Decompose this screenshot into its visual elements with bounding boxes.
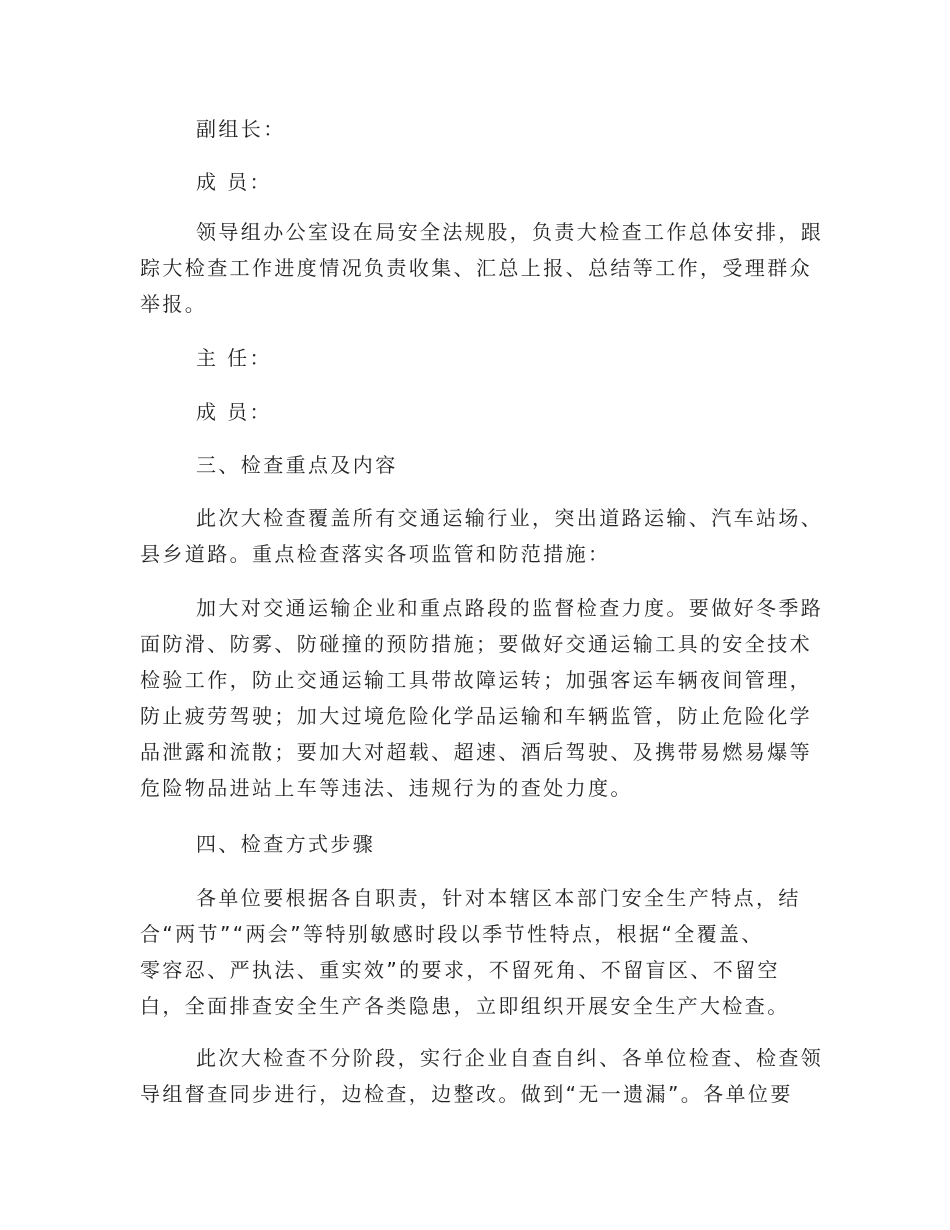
text-line: 各单位要根据各自职责，针对本辖区本部门安全生产特点，结 bbox=[196, 886, 801, 910]
office-paragraph bbox=[140, 214, 824, 322]
phases-paragraph bbox=[140, 1040, 824, 1112]
text-line: 此次大检查不分阶段，实行企业自查自纠、各单位检查、检查领 bbox=[196, 1046, 824, 1070]
section-heading-4 bbox=[140, 826, 820, 862]
text-line: 防止疲劳驾驶；加大过境危险化学品运输和车辆监管，防止危险化学 bbox=[140, 704, 812, 728]
measures-paragraph bbox=[140, 590, 824, 806]
text-line: 危险物品进站上车等违法、违规行为的查处力度。 bbox=[140, 776, 633, 800]
text-line: 面防滑、防雾、防碰撞的预防措施；要做好交通运输工具的安全技术 bbox=[140, 632, 812, 656]
text-line: 成 员： bbox=[196, 170, 272, 194]
text-line: 导组督查同步进行，边检查，边整改。做到“无一遗漏”。各单位要 bbox=[140, 1082, 793, 1106]
section-heading-3 bbox=[140, 447, 820, 483]
text-line: 检验工作，防止交通运输工具带故障运转；加强客运车辆夜间管理， bbox=[140, 668, 812, 692]
method-paragraph bbox=[140, 880, 820, 1024]
text-line: 踪大检查工作进度情况负责收集、汇总上报、总结等工作，受理群众 bbox=[140, 256, 812, 280]
director-paragraph bbox=[140, 340, 820, 376]
members-paragraph bbox=[140, 164, 820, 200]
text-line: 此次大检查覆盖所有交通运输行业，突出道路运输、汽车站场、 bbox=[196, 506, 824, 530]
text-line: 合“两节”“两会”等特别敏感时段以季节性特点，根据“全覆盖、 bbox=[140, 922, 764, 946]
vice-leader-paragraph bbox=[140, 111, 820, 147]
text-line: 三、检查重点及内容 bbox=[196, 453, 398, 477]
text-line: 领导组办公室设在局安全法规股，负责大检查工作总体安排，跟 bbox=[196, 220, 824, 244]
text-line: 举报。 bbox=[140, 292, 208, 316]
members-paragraph-2 bbox=[140, 394, 820, 430]
text-line: 成 员： bbox=[196, 400, 272, 424]
text-line: 主 任： bbox=[196, 346, 272, 370]
text-line: 加大对交通运输企业和重点路段的监督检查力度。要做好冬季路 bbox=[196, 596, 824, 620]
text-line: 白，全面排查安全生产各类隐患，立即组织开展安全生产大检查。 bbox=[140, 994, 790, 1018]
text-line: 品泄露和流散；要加大对超载、超速、酒后驾驶、及携带易燃易爆等 bbox=[140, 740, 812, 764]
scope-paragraph bbox=[140, 500, 824, 572]
text-line: 零容忍、严执法、重实效”的要求，不留死角、不留盲区、不留空 bbox=[140, 958, 780, 982]
text-line: 四、检查方式步骤 bbox=[196, 832, 376, 856]
text-line: 副组长： bbox=[196, 117, 286, 141]
text-line: 县乡道路。重点检查落实各项监管和防范措施： bbox=[140, 542, 611, 566]
